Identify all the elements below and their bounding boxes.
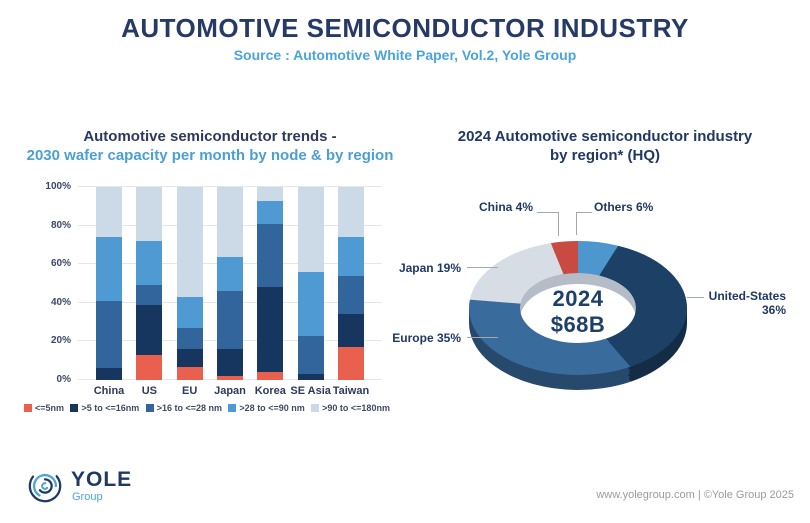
bar-taiwan: [332, 187, 370, 397]
donut-label-others: Others 6%: [594, 200, 654, 214]
bar-segment: [217, 291, 243, 349]
bar-segment: [136, 355, 162, 380]
bar-chart-title-line2: 2030 wafer capacity per month by node & by region: [26, 147, 394, 164]
donut-label-japan: Japan 19%: [398, 261, 461, 275]
legend-swatch: [70, 404, 78, 412]
yole-logo-subtext: Group: [72, 491, 103, 503]
y-axis-tick-label: 60%: [50, 258, 71, 270]
donut-center-value: $68B: [550, 312, 606, 337]
bar-segment: [338, 347, 364, 380]
legend-label: >90 to <=180nm: [322, 403, 390, 413]
bar-segment: [96, 187, 122, 237]
legend-label: <=5nm: [35, 403, 65, 413]
yole-logo: [26, 467, 132, 505]
donut-label-united-states-pct: 36%: [761, 303, 786, 317]
donut-chart-title: [420, 127, 790, 165]
donut-center-year: 2024: [552, 286, 604, 311]
legend-item: [228, 403, 304, 413]
legend-label: >5 to <=16nm: [81, 403, 140, 413]
x-axis-label: SE Asia: [290, 385, 331, 397]
legend-swatch: [228, 404, 236, 412]
y-axis-tick-label: 0%: [56, 374, 71, 385]
bar-segment: [177, 328, 203, 349]
page-subtitle: Source : Automotive White Paper, Vol.2, Yole Group: [233, 47, 577, 63]
bar-segment: [338, 187, 364, 237]
y-axis-tick-label: 40%: [50, 296, 71, 308]
legend-item: [311, 403, 390, 413]
bar-segment: [177, 187, 203, 297]
bar-chart-legend: [24, 403, 390, 413]
x-axis-label: Korea: [254, 385, 286, 397]
bar-segment: [298, 187, 324, 272]
x-axis-label: EU: [182, 385, 198, 397]
donut-label-united-states: [709, 289, 786, 317]
yole-logo-text: YOLE: [71, 468, 133, 491]
bar-segment: [257, 201, 283, 224]
leader-line-europe: [467, 337, 498, 338]
bar-segment: [177, 297, 203, 328]
bar-segment: [298, 272, 324, 336]
bar-plot-area: [45, 181, 382, 397]
bar-segment: [136, 285, 162, 304]
bar-us: [136, 187, 162, 397]
bar-segment: [96, 237, 122, 301]
x-axis-label: Taiwan: [332, 385, 370, 397]
donut-chart-title-line2: by region* (HQ): [549, 147, 660, 164]
page-title: AUTOMOTIVE SEMICONDUCTOR INDUSTRY: [121, 13, 689, 43]
leader-line-united-states: [687, 297, 704, 298]
bar-segment: [298, 336, 324, 375]
leader-line-japan: [467, 267, 498, 268]
donut-label-china: China 4%: [478, 200, 533, 214]
x-axis-label: US: [141, 385, 157, 397]
legend-item: [146, 403, 222, 413]
leader-line-others-v: [576, 212, 577, 235]
y-axis-tick-label: 80%: [50, 219, 71, 231]
legend-swatch: [24, 404, 32, 412]
donut-center-label: [518, 286, 638, 338]
bar-segment: [136, 187, 162, 241]
bar-columns: [78, 187, 382, 397]
footer-website-text: www.yolegroup.com | ©Yole Group 2025: [596, 489, 794, 501]
bar-segment: [217, 257, 243, 292]
bar-eu: [177, 187, 203, 397]
leader-line-china-v: [558, 212, 559, 236]
bar-se-asia: [290, 187, 331, 397]
legend-swatch: [146, 404, 154, 412]
legend-item: [70, 403, 139, 413]
legend-swatch: [311, 404, 319, 412]
donut-label-europe: Europe 35%: [392, 331, 461, 345]
bar-segment: [177, 349, 203, 366]
bar-segment: [257, 287, 283, 372]
bar-korea: [254, 187, 286, 397]
donut-label-united-states-name: United-States: [708, 289, 786, 303]
bar-segment: [217, 376, 243, 380]
y-axis-tick-label: 100%: [45, 181, 71, 192]
bar-segment: [338, 276, 364, 315]
bar-segment: [298, 374, 324, 380]
bar-segment: [177, 367, 203, 381]
legend-label: >28 to <=90 nm: [239, 403, 305, 413]
bar-segment: [338, 314, 364, 347]
bar-segment: [136, 305, 162, 355]
donut-chart-title-line1: 2024 Automotive semiconductor industry: [457, 128, 753, 145]
bar-china: [93, 187, 125, 397]
x-axis-label: Japan: [214, 385, 246, 397]
bar-segment: [217, 187, 243, 256]
bar-segment: [338, 237, 364, 276]
bar-japan: [214, 187, 246, 397]
x-axis-label: China: [93, 385, 125, 397]
bar-segment: [217, 349, 243, 376]
bar-chart-title-line1: Automotive semiconductor trends -: [83, 128, 337, 145]
bar-segment: [257, 224, 283, 288]
y-axis-tick-label: 20%: [50, 335, 71, 347]
legend-label: >16 to <=28 nm: [156, 403, 222, 413]
bar-segment: [257, 187, 283, 201]
leader-line-china: [537, 212, 559, 213]
legend-item: [24, 403, 64, 413]
bar-segment: [96, 368, 122, 380]
bar-chart-title: [20, 127, 400, 165]
leader-line-others: [576, 212, 592, 213]
bar-segment: [257, 372, 283, 380]
yole-logo-icon: [26, 467, 64, 505]
bar-segment: [136, 241, 162, 285]
bar-segment: [96, 301, 122, 369]
